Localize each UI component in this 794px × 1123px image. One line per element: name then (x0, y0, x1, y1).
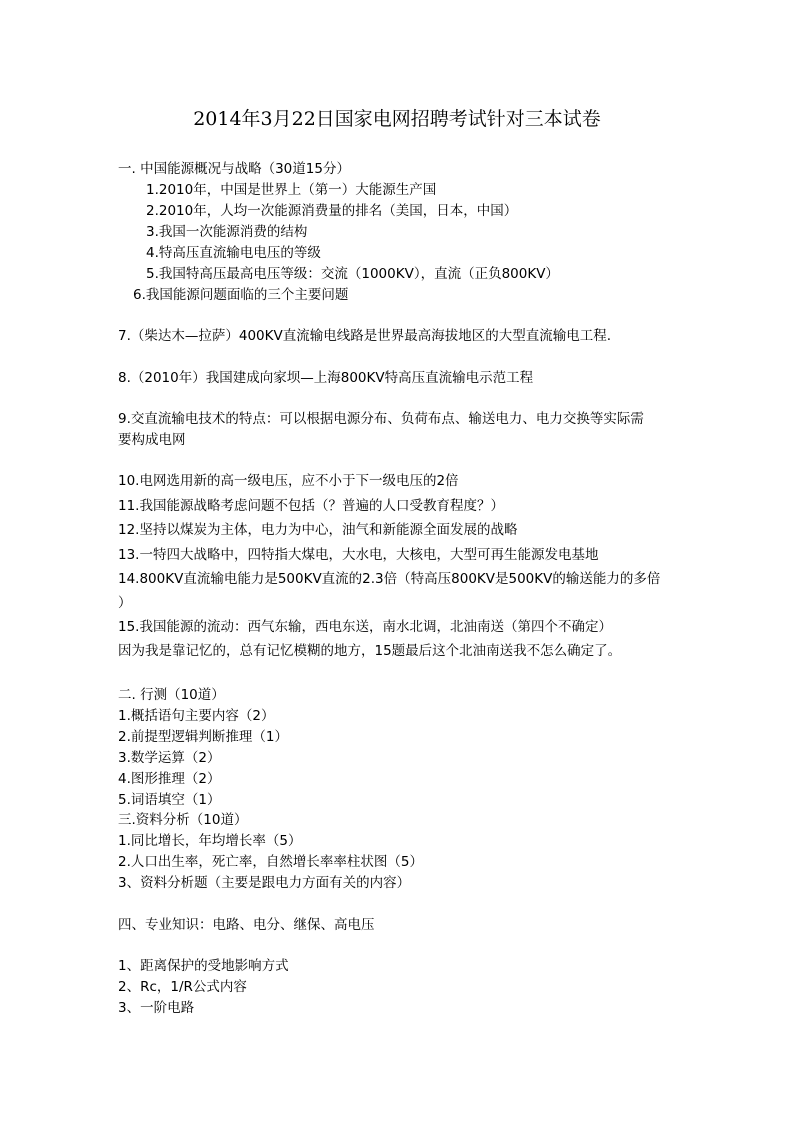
section-heading-1: 一. 中国能源概况与战略（30道15分） (118, 161, 350, 177)
text-line: 3.数学运算（2） (118, 750, 221, 766)
text-line: 要构成电网 (118, 432, 186, 448)
text-line: 11.我国能源战略考虑问题不包括（？普遍的人口受教育程度？） (118, 498, 504, 514)
text-line: 5.我国特高压最高电压等级：交流（1000KV），直流（正负800KV） (146, 266, 559, 282)
text-line: 2.前提型逻辑判断推理（1） (118, 729, 288, 745)
section-heading-3: 三.资料分析（10道） (118, 812, 248, 828)
text-line: 13.一特四大战略中，四特指大煤电，大水电，大核电，大型可再生能源发电基地 (118, 547, 599, 563)
text-line: 4.图形推理（2） (118, 771, 221, 787)
section-heading-4: 四、专业知识：电路、电分、继保、高电压 (118, 917, 375, 933)
text-line: 12.坚持以煤炭为主体，电力为中心，油气和新能源全面发展的战略 (118, 522, 518, 538)
text-line: 1.同比增长，年均增长率（5） (118, 833, 302, 849)
text-line: 9.交直流输电技术的特点：可以根据电源分布、负荷布点、输送电力、电力交换等实际需 (118, 411, 644, 427)
text-line: 3、资料分析题（主要是跟电力方面有关的内容） (118, 875, 411, 891)
document-title: 2014年3月22日国家电网招聘考试针对三本试卷 (193, 108, 601, 130)
text-line: 3、一阶电路 (118, 1000, 195, 1016)
text-line: 1.概括语句主要内容（2） (118, 708, 275, 724)
text-line: 8.（2010年）我国建成向家坝—上海800KV特高压直流输电示范工程 (118, 370, 534, 386)
text-line: 1.2010年，中国是世界上（第一）大能源生产国 (146, 182, 437, 198)
text-line: 10.电网选用新的高一级电压，应不小于下一级电压的2倍 (118, 473, 459, 489)
text-line: 1、距离保护的受地影响方式 (118, 958, 289, 974)
text-line: 15.我国能源的流动：西气东输，西电东送，南水北调，北油南送（第四个不确定） (118, 619, 612, 635)
text-line: 2.2010年，人均一次能源消费量的排名（美国，日本，中国） (146, 203, 518, 219)
text-line: 6.我国能源问题面临的三个主要问题 (133, 287, 349, 303)
text-line: 4.特高压直流输电电压的等级 (146, 245, 321, 261)
text-line: 因为我是靠记忆的，总有记忆模糊的地方，15题最后这个北油南送我不怎么确定了。 (118, 643, 622, 659)
section-heading-2: 二. 行测（10道） (118, 687, 225, 703)
text-line: 14.800KV直流输电能力是500KV直流的2.3倍（特高压800KV是500KV的输送能力的多倍 (118, 571, 661, 587)
text-line: ） (118, 595, 132, 611)
text-line: 5.词语填空（1） (118, 792, 221, 808)
text-line: 2、Rc，1/R公式内容 (118, 979, 247, 995)
text-line: 7.（柴达木—拉萨）400KV直流输电线路是世界最高海拔地区的大型直流输电工程. (118, 328, 612, 344)
text-line: 2.人口出生率，死亡率，自然增长率率柱状图（5） (118, 854, 423, 870)
text-line: 3.我国一次能源消费的结构 (146, 224, 308, 240)
